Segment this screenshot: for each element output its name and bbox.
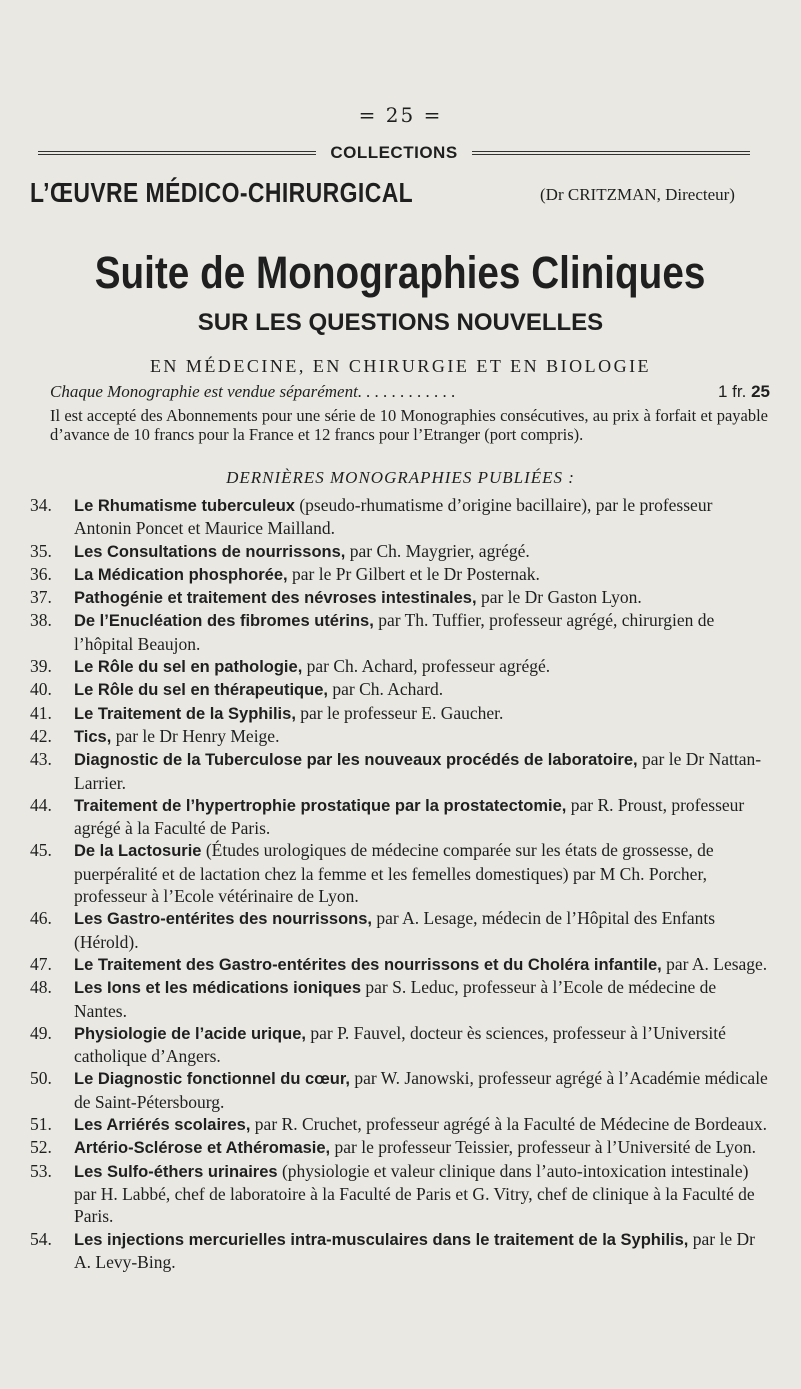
item-details: par Ch. Achard, professeur agrégé. <box>302 656 551 677</box>
series-director: (Dr CRITZMAN, Directeur) <box>540 185 735 204</box>
list-item <box>30 907 770 953</box>
list-item <box>30 586 770 609</box>
subtitle-fields: EN MÉDECINE, EN CHIRURGIE ET EN BIOLOGIE <box>149 356 652 376</box>
item-details: (pseudo-rhumatisme d’origine bacillaire), par le professeur Antonin Poncet et Maurice Mailland. <box>74 495 713 539</box>
item-title: Les Sulfo-éthers urinaires <box>74 1162 278 1181</box>
main-title <box>0 247 801 299</box>
list-item <box>30 1136 770 1159</box>
price-line <box>50 382 770 402</box>
list-item <box>30 494 770 540</box>
item-title: Le Rôle du sel en thérapeutique, <box>74 681 328 700</box>
item-details: par S. Leduc, professeur à l’Ecole de médecine de Nantes. <box>74 977 717 1021</box>
item-number: 35. <box>30 540 52 561</box>
item-title: Les Gastro-entérites des nourrissons, <box>74 910 373 929</box>
item-number: 37. <box>30 587 52 608</box>
list-item <box>30 1067 770 1113</box>
item-details: par A. Lesage, médecin de l’Hôpital des Enfants (Hérold). <box>74 908 716 952</box>
item-details: par le Dr Nattan-Larrier. <box>74 749 762 793</box>
list-item <box>30 1113 770 1136</box>
main-title-text: Suite de Monographies Cliniques <box>95 247 706 298</box>
item-number: 52. <box>30 1137 52 1158</box>
item-details: par Th. Tuffier, professeur agrégé, chirurgien de l’hôpital Beaujon. <box>74 610 715 654</box>
item-title: La Médication phosphorée, <box>74 565 288 584</box>
list-item <box>30 540 770 563</box>
item-title: Le Rôle du sel en pathologie, <box>74 658 303 677</box>
item-details: (physiologie et valeur clinique dans l’auto-intoxication intestinale) par H. Labbé, chef de laboratoire à la Faculté de Paris et G. Vitry, chef de clinique à la Faculté de Paris. <box>74 1160 755 1227</box>
item-number: 45. <box>30 840 52 861</box>
item-title: Traitement de l’hypertrophie prostatique par la prostatectomie, <box>74 796 567 815</box>
item-number: 43. <box>30 749 52 770</box>
item-details: par le Pr Gilbert et le Dr Posternak. <box>287 563 540 584</box>
item-title: De la Lactosurie <box>74 842 202 861</box>
item-title: Pathogénie et traitement des névroses intestinales, <box>74 589 477 608</box>
list-item <box>30 678 770 701</box>
list-item <box>30 839 770 907</box>
collections-label: COLLECTIONS <box>330 143 458 162</box>
item-title: Tics, <box>74 727 112 746</box>
item-title: Artério-Sclérose et Athéromasie, <box>74 1139 331 1158</box>
item-number: 36. <box>30 563 52 584</box>
item-number: 54. <box>30 1228 52 1249</box>
item-title: Le Traitement de la Syphilis, <box>74 704 296 723</box>
item-number: 44. <box>30 794 52 815</box>
item-details: par W. Janowski, professeur agrégé à l’Académie médicale de Saint-Pétersbourg. <box>74 1068 768 1112</box>
item-details: (Études urologiques de médecine comparée sur les états de grossesse, de puerpéralité et de lactation chez la femme et les femelles domestiques) par M Ch. Porcher, professeur à l’Ecole vétérinaire de Lyon. <box>74 840 714 907</box>
item-number: 34. <box>30 495 52 515</box>
price-prefix: 1 fr. <box>717 382 747 401</box>
item-details: par le professeur Teissier, professeur à l’Université de Lyon. <box>330 1137 757 1158</box>
list-item <box>30 563 770 586</box>
price <box>718 382 770 402</box>
list-heading: DERNIÈRES MONOGRAPHIES PUBLIÉES : <box>226 468 575 487</box>
list-item <box>30 725 770 748</box>
page-number: = 25 = <box>358 103 443 127</box>
list-item <box>30 1022 770 1068</box>
item-number: 39. <box>30 656 52 677</box>
item-details: par le professeur E. Gaucher. <box>295 702 504 723</box>
item-title: Diagnostic de la Tuberculose par les nouveaux procédés de laboratoire, <box>74 751 638 770</box>
item-details: par P. Fauvel, docteur ès sciences, professeur à l’Université catholique d’Angers. <box>74 1022 726 1067</box>
subscription-paragraph: Il est accepté des Abonnements pour une série de 10 Monographies consécutives, au prix à forfait et payable d’avance de 10 francs pour la France et 12 francs pour l’Etranger (port compris). <box>50 406 768 444</box>
list-item <box>30 655 770 678</box>
item-number: 50. <box>30 1068 52 1089</box>
list-item <box>30 953 770 976</box>
list-item <box>30 702 770 725</box>
list-item <box>30 976 770 1022</box>
divider-left <box>38 151 316 155</box>
item-number: 40. <box>30 679 52 700</box>
item-title: Physiologie de l’acide urique, <box>74 1024 306 1043</box>
item-title: Les Arriérés scolaires, <box>74 1116 251 1135</box>
item-number: 41. <box>30 702 52 723</box>
item-number: 51. <box>30 1114 52 1135</box>
series-heading <box>30 177 770 209</box>
divider-right <box>472 151 750 155</box>
subtitle: SUR LES QUESTIONS NOUVELLES <box>197 309 604 336</box>
item-title: Le Rhumatisme tuberculeux <box>74 497 295 515</box>
item-title: Le Traitement des Gastro-entérites des nourrissons et du Choléra infantile, <box>74 955 662 974</box>
item-details: par Ch. Maygrier, agrégé. <box>345 540 530 561</box>
item-number: 42. <box>30 725 52 746</box>
item-title: Les Consultations de nourrissons, <box>74 542 346 561</box>
price-label: Chaque Monographie est vendue séparément. . . . . . . . . . . . <box>50 382 456 401</box>
monograph-list <box>30 494 770 1273</box>
item-number: 48. <box>30 977 52 998</box>
item-details: par R. Cruchet, professeur agrégé à la Faculté de Médecine de Bordeaux. <box>250 1114 767 1135</box>
list-item <box>30 794 770 840</box>
item-number: 49. <box>30 1022 52 1043</box>
item-title: Le Diagnostic fonctionnel du cœur, <box>74 1070 350 1089</box>
item-details: par A. Lesage. <box>661 953 768 974</box>
item-details: par le Dr Henry Meige. <box>111 725 280 746</box>
item-number: 38. <box>30 610 52 631</box>
list-item <box>30 748 770 794</box>
item-title: Les injections mercurielles intra-musculaires dans le traitement de la Syphilis, <box>74 1230 689 1249</box>
item-details: par le Dr Gaston Lyon. <box>476 587 642 608</box>
item-number: 46. <box>30 908 52 929</box>
series-title: L’ŒUVRE MÉDICO-CHIRURGICAL <box>30 177 414 208</box>
list-item <box>30 1160 770 1228</box>
item-title: De l’Enucléation des fibromes utérins, <box>74 612 374 631</box>
item-details: par Ch. Achard. <box>327 679 444 700</box>
item-number: 47. <box>30 953 52 974</box>
item-details: par R. Proust, professeur agrégé à la Faculté de Paris. <box>74 794 745 839</box>
list-item <box>30 1228 770 1274</box>
price-value: 25 <box>751 382 770 401</box>
item-details: par le Dr A. Levy-Bing. <box>74 1228 755 1272</box>
item-number: 53. <box>30 1160 52 1181</box>
list-item <box>30 609 770 655</box>
collections-header <box>38 141 750 165</box>
item-title: Les Ions et les médications ioniques <box>74 979 361 998</box>
